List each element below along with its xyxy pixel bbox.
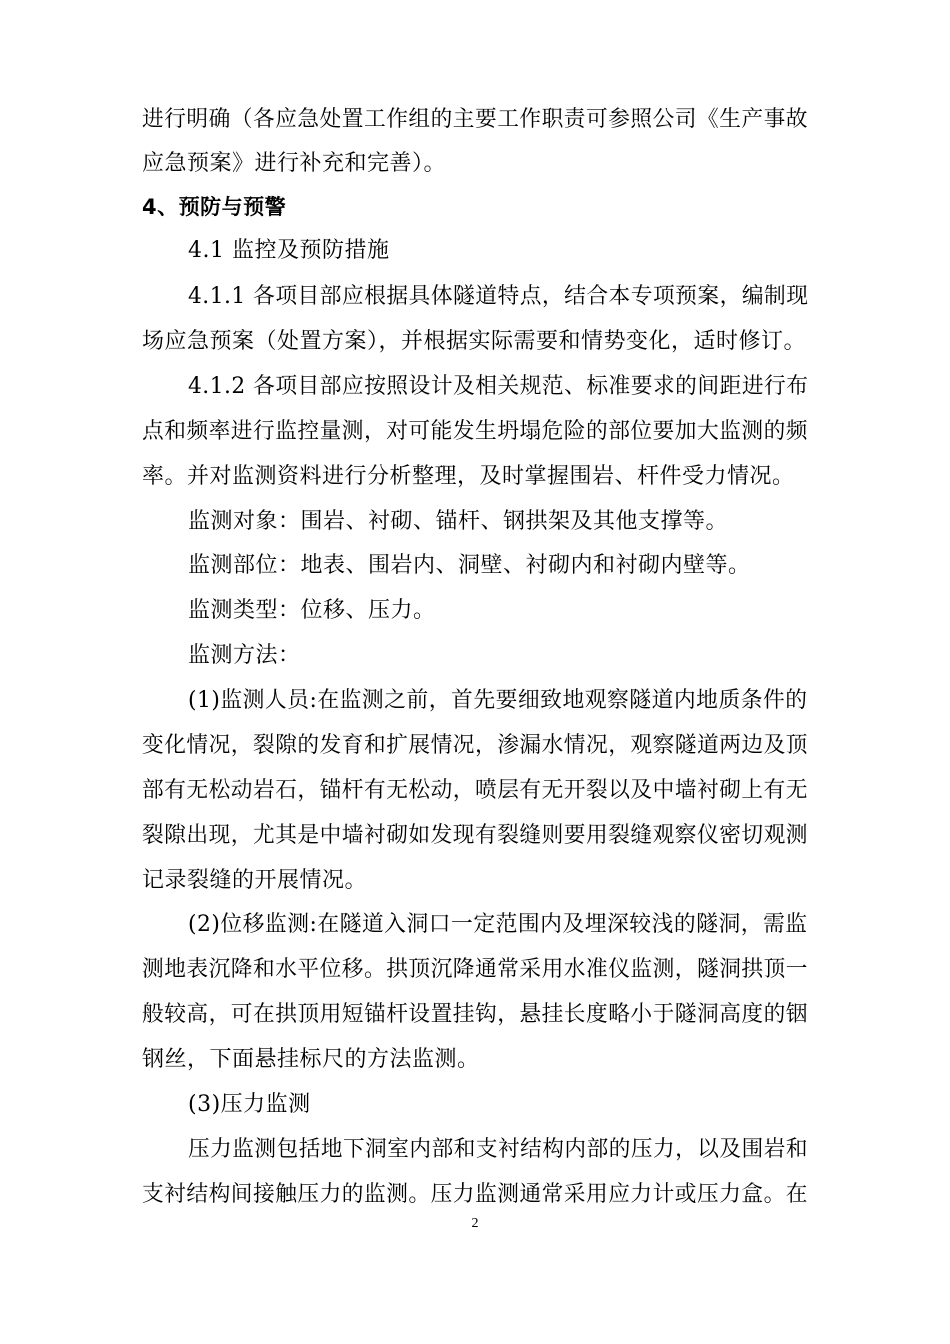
subsection-heading: 4.1 监控及预防措施 [188, 238, 390, 263]
paragraph-line: 变化情况，裂隙的发育和扩展情况，渗漏水情况，观察隧道两边及顶 [142, 733, 809, 758]
paragraph-line: 监测对象：围岩、衬砌、锚杆、钢拱架及其他支撑等。 [188, 509, 729, 534]
paragraph-line: 监测方法： [188, 643, 301, 668]
paragraph-line: (3)压力监测 [188, 1092, 311, 1117]
paragraph-line: 支衬结构间接触压力的监测。压力监测通常采用应力计或压力盒。在 [142, 1182, 809, 1207]
paragraph-line: 压力监测包括地下洞室内部和支衬结构内部的压力，以及围岩和 [188, 1137, 809, 1162]
paragraph-line: 记录裂缝的开展情况。 [142, 868, 368, 893]
paragraph-line: 点和频率进行监控量测，对可能发生坍塌危险的部位要加大监测的频 [142, 419, 809, 444]
paragraph-line: 4.1.1 各项目部应根据具体隧道特点，结合本专项预案，编制现 [188, 284, 809, 309]
paragraph-line: 监测类型：位移、压力。 [188, 598, 436, 623]
paragraph-line: 场应急预案（处置方案），并根据实际需要和情势变化，适时修订。 [142, 329, 807, 354]
paragraph-line: 测地表沉降和水平位移。拱顶沉降通常采用水准仪监测，隧洞拱顶一 [142, 957, 809, 982]
paragraph-line: 进行明确（各应急处置工作组的主要工作职责可参照公司《生产事故 [142, 107, 809, 132]
paragraph-line: 裂隙出现，尤其是中墙衬砌如发现有裂缝则要用裂缝观察仪密切观测 [142, 823, 809, 848]
paragraph-line: 般较高，可在拱顶用短锚杆设置挂钩，悬挂长度略小于隧洞高度的铟 [142, 1002, 809, 1027]
paragraph-line: 钢丝，下面悬挂标尺的方法监测。 [142, 1047, 480, 1072]
paragraph-line: 率。并对监测资料进行分析整理，及时掌握围岩、杆件受力情况。 [142, 464, 795, 489]
paragraph-line: 4.1.2 各项目部应按照设计及相关规范、标准要求的间距进行布 [188, 374, 809, 399]
paragraph-line: 部有无松动岩石，锚杆有无松动，喷层有无开裂以及中墙衬砌上有无 [142, 778, 809, 803]
paragraph-line: (2)位移监测:在隧道入洞口一定范围内及埋深较浅的隧洞，需监 [188, 912, 808, 937]
paragraph-line: 应急预案》进行补充和完善）。 [142, 151, 447, 176]
paragraph-line: 监测部位：地表、围岩内、洞壁、衬砌内和衬砌内壁等。 [188, 553, 751, 578]
page-number: 2 [471, 1216, 479, 1231]
section-heading: 4、预防与预警 [142, 195, 287, 219]
paragraph-line: (1)监测人员:在监测之前，首先要细致地观察隧道内地质条件的 [188, 688, 808, 713]
